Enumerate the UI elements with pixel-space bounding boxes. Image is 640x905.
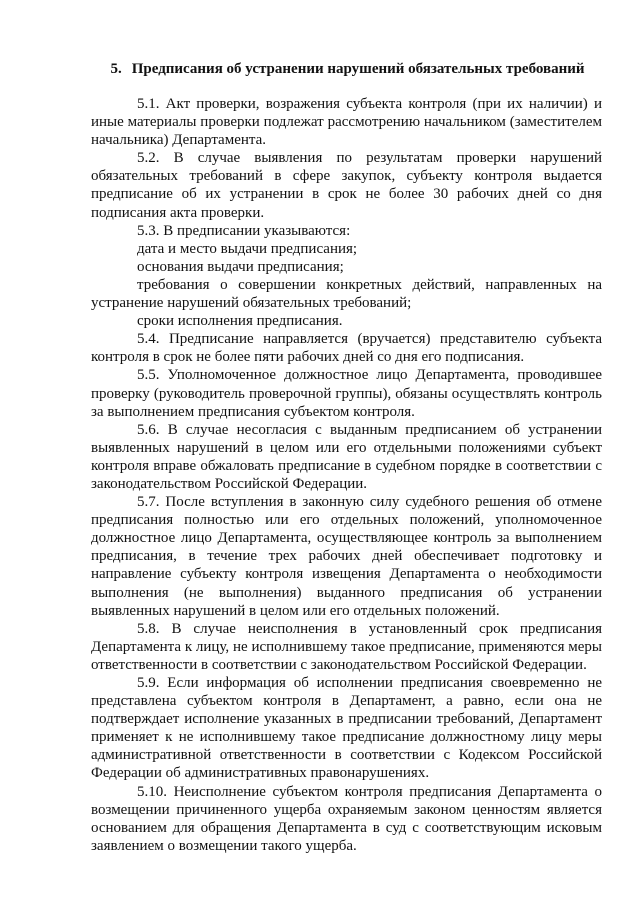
section-heading: [91, 60, 602, 78]
paragraph-5-1: 5.1. Акт проверки, возражения субъекта контроля (при их наличии) и иные материалы проверки подлежат рассмотрению начальником (заместителем начальника) Департамента.: [91, 96, 602, 149]
list-item-grounds: основания выдачи предписания;: [137, 258, 344, 275]
paragraph-5-7: 5.7. После вступления в законную силу судебного решения об отмене предписания полностью или его отдельных положений, уполномоченное должностное лицо Департамента, осуществляющее контроль за выполнением предписания, в течение трех рабочих дней обеспечивает подготовку и направление субъекту контроля извещения Департамента о необходимости выполнения (не выполнения) выданного предписания об устранении выявленных нарушений в целом или его отдельных положений.: [91, 494, 602, 619]
list-item-requirements: требования о совершении конкретных действий, направленных на устранение нарушений обязательных требований;: [91, 276, 602, 312]
paragraph-5-10: 5.10. Неисполнение субъектом контроля предписания Департамента о возмещении причиненного ущерба охраняемым законом ценностям является основанием для обращения Департамента в суд с соответствующим исковым заявлением о возмещении такого ущерба.: [91, 783, 602, 854]
document-page: [91, 60, 602, 855]
paragraph-5-4: 5.4. Предписание направляется (вручается) представителю субъекта контроля в срок не более пяти рабочих дней со дня его подписания.: [91, 331, 602, 366]
paragraph-5-8: 5.8. В случае неисполнения в установленный срок предписания Департамента к лицу, не исполнившему такое предписание, применяются меры ответственности в соответствии с законодательством Российской Федерации.: [91, 620, 602, 673]
paragraph-5-5: 5.5. Уполномоченное должностное лицо Департамента, проводившее проверку (руководитель проверочной группы), обязаны осуществлять контроль за выполнением предписания субъектом контроля.: [91, 367, 602, 420]
list-item-deadlines: сроки исполнения предписания.: [137, 313, 343, 330]
list-item-issue-date-place: дата и место выдачи предписания;: [137, 240, 358, 257]
paragraph-5-2: 5.2. В случае выявления по результатам проверки нарушений обязательных требований в сфере закупок, субъекту контроля выдается предписание об их устранении в срок не более 30 рабочих дней со дня подписания акта проверки.: [91, 150, 602, 221]
section-number: 5.: [110, 61, 122, 77]
paragraph-5-3: 5.3. В предписании указываются:: [137, 222, 351, 239]
section-title: Предписания об устранении нарушений обязательных требований: [131, 61, 585, 77]
paragraph-5-6: 5.6. В случае несогласия с выданным предписанием об устранении выявленных нарушений в целом или его отдельными положениями субъект контроля вправе обжаловать предписание в судебном порядке в соответствии с законодательством Российской Федерации.: [91, 421, 602, 492]
paragraph-5-9: 5.9. Если информация об исполнении предписания своевременно не представлена субъектом контроля в Департамент, а равно, если она не подтверждает исполнение указанных в предписании требований, Департамент применяет к не исполнившему такое предписание должностному лицу меры административной ответственности в соответствии с Кодексом Российской Федерации об административных правонарушениях.: [91, 675, 602, 782]
